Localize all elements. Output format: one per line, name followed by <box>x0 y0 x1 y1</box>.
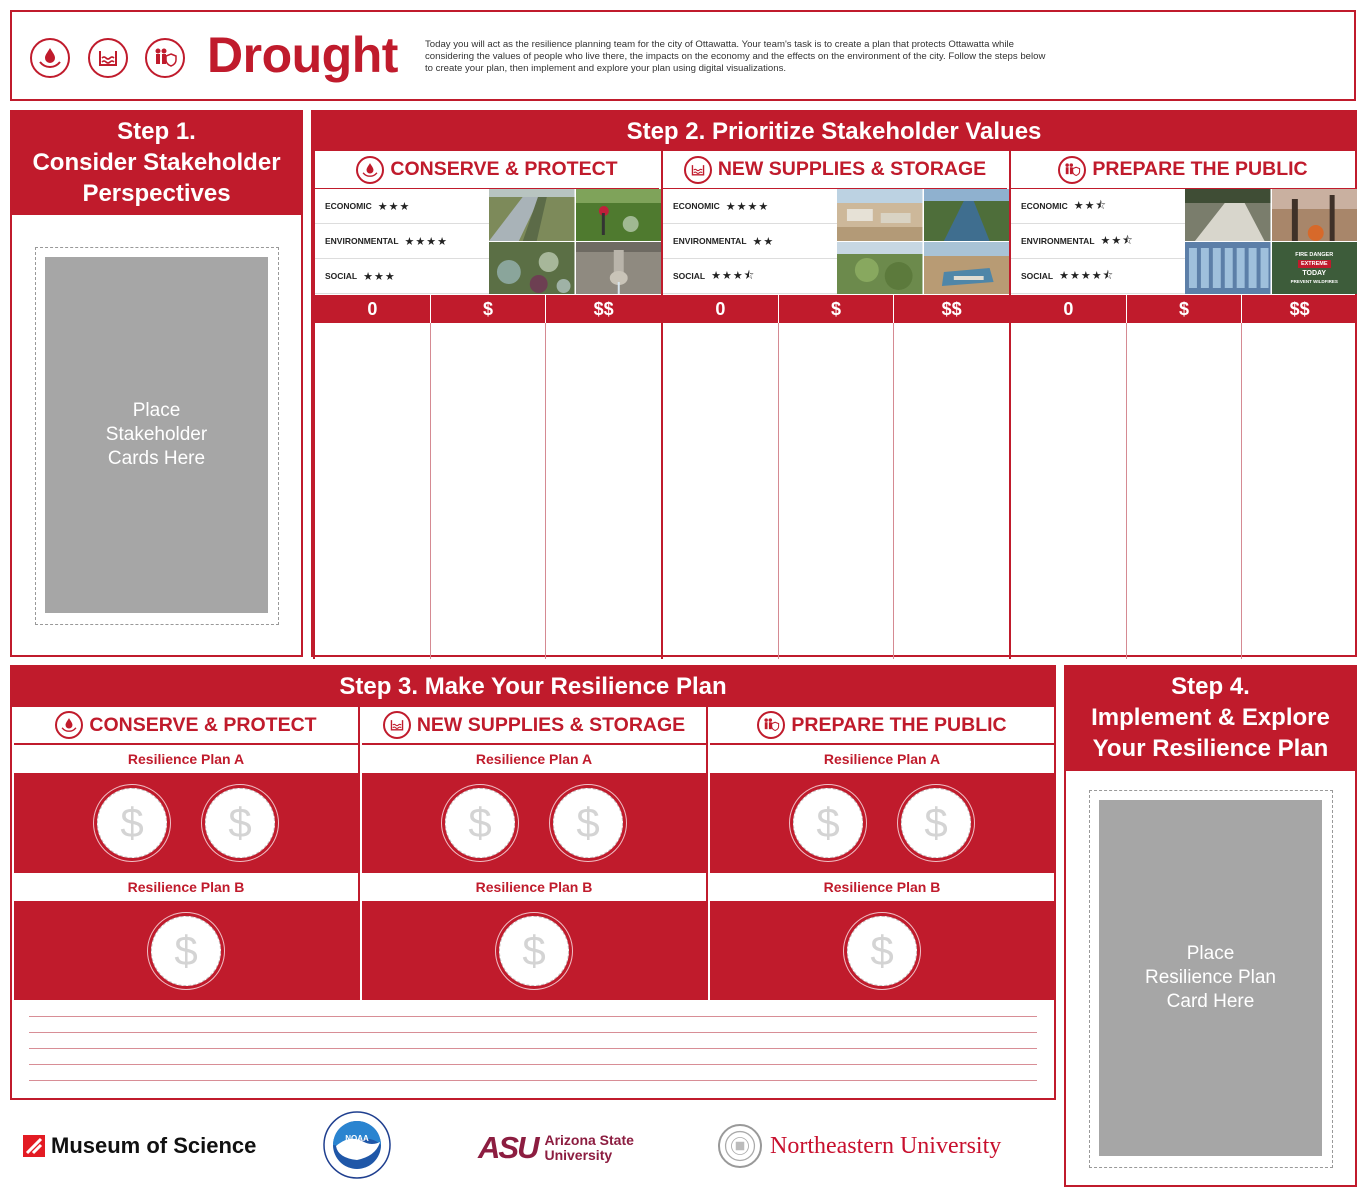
coin-slot[interactable]: $ <box>553 788 623 858</box>
plan-column-header <box>710 707 1054 745</box>
plan-b-coin-slots <box>14 901 358 1001</box>
rating-label: SOCIAL <box>1021 271 1054 281</box>
notes-area[interactable] <box>10 1000 1056 1100</box>
stakeholder-card-placeholder[interactable] <box>45 257 268 613</box>
wetland-photo <box>837 242 923 294</box>
rating-social <box>663 259 837 294</box>
dropzone-column[interactable] <box>430 323 546 659</box>
rating-economic <box>663 189 837 224</box>
step4-title <box>1066 667 1355 771</box>
asu-logo <box>478 1130 634 1166</box>
dry-riverbed-photo <box>1185 189 1271 241</box>
water-basin-icon <box>383 711 411 739</box>
sprinkler-photo <box>576 189 662 241</box>
star-rating: ★★★⯪ <box>711 269 756 282</box>
dropzone-column[interactable] <box>893 323 1009 659</box>
water-drop-hand-icon <box>356 156 384 184</box>
plan-a-coin-slots <box>14 773 358 873</box>
rating-environmental <box>1011 224 1185 259</box>
dropzone-column[interactable] <box>315 323 430 659</box>
photo-grid <box>1185 189 1357 294</box>
prioritize-columns <box>1011 323 1357 659</box>
rating-environmental <box>663 224 837 259</box>
rating-label: ENVIRONMENTAL <box>325 236 399 246</box>
cost-header-row <box>1011 295 1357 323</box>
plan-column-header <box>362 707 706 745</box>
step1-title-line: Step 1. <box>117 118 196 145</box>
plan-category-name: CONSERVE & PROTECT <box>89 713 317 736</box>
plan-b-label: Resilience Plan B <box>710 873 1054 901</box>
step2-panel <box>311 110 1357 657</box>
note-line <box>29 1048 1037 1049</box>
plan-b-label: Resilience Plan B <box>362 873 706 901</box>
northeastern-logo <box>718 1124 1001 1168</box>
plan-b-coin-slots <box>710 901 1054 1001</box>
people-shield-icon <box>757 711 785 739</box>
rating-label: ENVIRONMENTAL <box>673 236 747 246</box>
rating-label: ECONOMIC <box>1021 201 1068 211</box>
star-rating: ★★★★ <box>404 235 448 248</box>
note-line <box>29 1064 1037 1065</box>
cost-label-high: $$ <box>1241 295 1357 323</box>
sign-text: PREVENT WILDFIRES <box>1290 279 1338 284</box>
noaa-text: NOAA <box>345 1134 369 1143</box>
category-header <box>315 151 659 189</box>
dropzone-column[interactable] <box>1241 323 1357 659</box>
note-line <box>29 1032 1037 1033</box>
museum-of-science-text: Museum of Science <box>51 1133 257 1158</box>
dropzone-column[interactable] <box>1011 323 1126 659</box>
people-shield-icon <box>1058 156 1086 184</box>
water-basin-icon <box>88 38 128 78</box>
photo-grid <box>489 189 661 294</box>
placeholder-text: Cards Here <box>107 448 206 469</box>
desalination-plant-photo <box>837 189 923 241</box>
placeholder-text: Card Here <box>1166 991 1255 1012</box>
plan-column-conserve-protect <box>12 707 358 1003</box>
placeholder-text: Place <box>1186 943 1235 964</box>
coin-slot[interactable]: $ <box>97 788 167 858</box>
cost-header-row <box>315 295 661 323</box>
northeastern-text: Northeastern University <box>770 1132 1002 1159</box>
plan-a-label: Resilience Plan A <box>710 745 1054 773</box>
asu-text: Arizona State <box>544 1132 634 1148</box>
coin-slot[interactable]: $ <box>445 788 515 858</box>
plan-b-coin-slots <box>362 901 706 1001</box>
category-header <box>663 151 1007 189</box>
step4-title-line: Your Resilience Plan <box>1092 735 1329 762</box>
water-drop-hand-icon <box>55 711 83 739</box>
museum-of-science-mark-icon <box>23 1135 45 1157</box>
rating-label: ECONOMIC <box>325 201 372 211</box>
asu-text: University <box>544 1147 613 1163</box>
category-prepare-the-public <box>1009 151 1355 659</box>
coin-slot[interactable]: $ <box>151 916 221 986</box>
step4-title-line: Implement & Explore <box>1091 704 1330 731</box>
cost-label-zero: 0 <box>715 299 726 319</box>
step1-title-line: Consider Stakeholder <box>32 149 281 176</box>
noaa-logo-icon <box>322 1110 392 1180</box>
rating-label: ENVIRONMENTAL <box>1021 236 1095 246</box>
ratings-list <box>315 189 489 294</box>
star-rating: ★★★ <box>363 270 396 283</box>
coin-slot[interactable]: $ <box>205 788 275 858</box>
category-conserve-protect <box>313 151 659 659</box>
sign-text: EXTREME <box>1298 260 1331 268</box>
coin-slot[interactable]: $ <box>499 916 569 986</box>
faucet-photo <box>576 242 662 294</box>
star-rating: ★★⯪ <box>1073 199 1107 212</box>
category-name: PREPARE THE PUBLIC <box>1092 158 1308 180</box>
sign-text: TODAY <box>1302 270 1327 277</box>
category-name: NEW SUPPLIES & STORAGE <box>717 158 987 180</box>
plan-category-name: NEW SUPPLIES & STORAGE <box>416 713 686 736</box>
star-rating: ★★★★⯪ <box>1059 269 1114 282</box>
step3-panel <box>10 665 1056 1001</box>
succulent-garden-photo <box>489 242 575 294</box>
plan-category-name: PREPARE THE PUBLIC <box>791 713 1007 736</box>
category-name: CONSERVE & PROTECT <box>390 158 618 180</box>
rating-social <box>315 259 489 294</box>
dropzone-column[interactable] <box>778 323 894 659</box>
plan-column-header <box>14 707 358 745</box>
page-title: Drought <box>207 27 398 83</box>
dam-reservoir-photo <box>924 242 1010 294</box>
northeastern-seal-icon <box>718 1124 762 1168</box>
step3-title: Step 3. Make Your Resilience Plan <box>12 667 1054 707</box>
dropzone-column[interactable] <box>545 323 661 659</box>
plan-column-new-supplies-storage <box>360 707 706 1003</box>
category-new-supplies-storage <box>661 151 1007 659</box>
cost-label-zero: 0 <box>1063 299 1074 319</box>
rating-label: SOCIAL <box>325 271 358 281</box>
bottled-water-photo <box>1185 242 1271 294</box>
step1-title-line: Perspectives <box>82 180 231 207</box>
cost-label-high: $$ <box>893 295 1009 323</box>
irrigation-canal-photo <box>489 189 575 241</box>
rating-label: SOCIAL <box>673 271 706 281</box>
plan-a-coin-slots <box>362 773 706 873</box>
plan-a-coin-slots <box>710 773 1054 873</box>
ratings-list <box>663 189 837 294</box>
coin-slot[interactable]: $ <box>793 788 863 858</box>
step4-title-line: Step 4. <box>1171 673 1250 700</box>
cost-header-row <box>663 295 1009 323</box>
sign-text: FIRE DANGER <box>1295 252 1334 258</box>
star-rating: ★★★★ <box>725 200 770 213</box>
asu-mark: ASU <box>478 1130 538 1165</box>
plan-b-label: Resilience Plan B <box>14 873 358 901</box>
water-drop-hand-icon <box>30 38 70 78</box>
category-header <box>1011 151 1355 189</box>
cost-label-low: $ <box>430 295 546 323</box>
placeholder-text: Stakeholder <box>105 424 208 445</box>
rating-economic <box>1011 189 1185 224</box>
cost-label-zero: 0 <box>367 299 378 319</box>
ratings-list <box>1011 189 1185 294</box>
water-basin-icon <box>684 156 712 184</box>
note-line <box>29 1080 1037 1081</box>
rating-social <box>1011 259 1185 294</box>
rating-environmental <box>315 224 489 259</box>
wildfire-photo <box>1272 189 1358 241</box>
plan-a-label: Resilience Plan A <box>14 745 358 773</box>
prioritize-columns <box>663 323 1009 659</box>
dropzone-column[interactable] <box>663 323 778 659</box>
rating-economic <box>315 189 489 224</box>
star-rating: ★★★ <box>377 200 411 213</box>
river-photo <box>924 189 1010 241</box>
step4-panel <box>1064 665 1357 1187</box>
plan-column-prepare-the-public <box>708 707 1054 1003</box>
plan-a-label: Resilience Plan A <box>362 745 706 773</box>
coin-slot[interactable]: $ <box>847 916 917 986</box>
coin-slot[interactable]: $ <box>901 788 971 858</box>
resilience-plan-card-placeholder[interactable] <box>1099 800 1322 1156</box>
photo-grid <box>837 189 1009 294</box>
star-rating: ★★ <box>752 235 775 248</box>
dropzone-column[interactable] <box>1126 323 1242 659</box>
step1-panel <box>10 110 303 657</box>
placeholder-text: Place <box>132 400 181 421</box>
note-line <box>29 1016 1037 1017</box>
fire-danger-sign <box>1272 242 1358 294</box>
cost-label-low: $ <box>778 295 894 323</box>
prioritize-columns <box>315 323 661 659</box>
step1-title <box>12 112 301 215</box>
cost-label-low: $ <box>1126 295 1242 323</box>
header-panel <box>10 10 1356 101</box>
intro-text: Today you will act as the resilience planning team for the city of Ottawatta. Your team's task is to create a plan that protects Ottawatta while considering the values of people who live there, the impacts on the economy and the effects on the environment of the city. Follow the steps below to create your plan, then implement and explore your plan using digital visualizations. <box>425 39 1046 74</box>
cost-label-high: $$ <box>545 295 661 323</box>
step2-title: Step 2. Prioritize Stakeholder Values <box>313 112 1355 151</box>
museum-of-science-logo <box>23 1133 256 1159</box>
placeholder-text: Resilience Plan <box>1145 967 1276 988</box>
people-shield-icon <box>145 38 185 78</box>
rating-label: ECONOMIC <box>673 201 720 211</box>
star-rating: ★★⯪ <box>1100 234 1134 247</box>
